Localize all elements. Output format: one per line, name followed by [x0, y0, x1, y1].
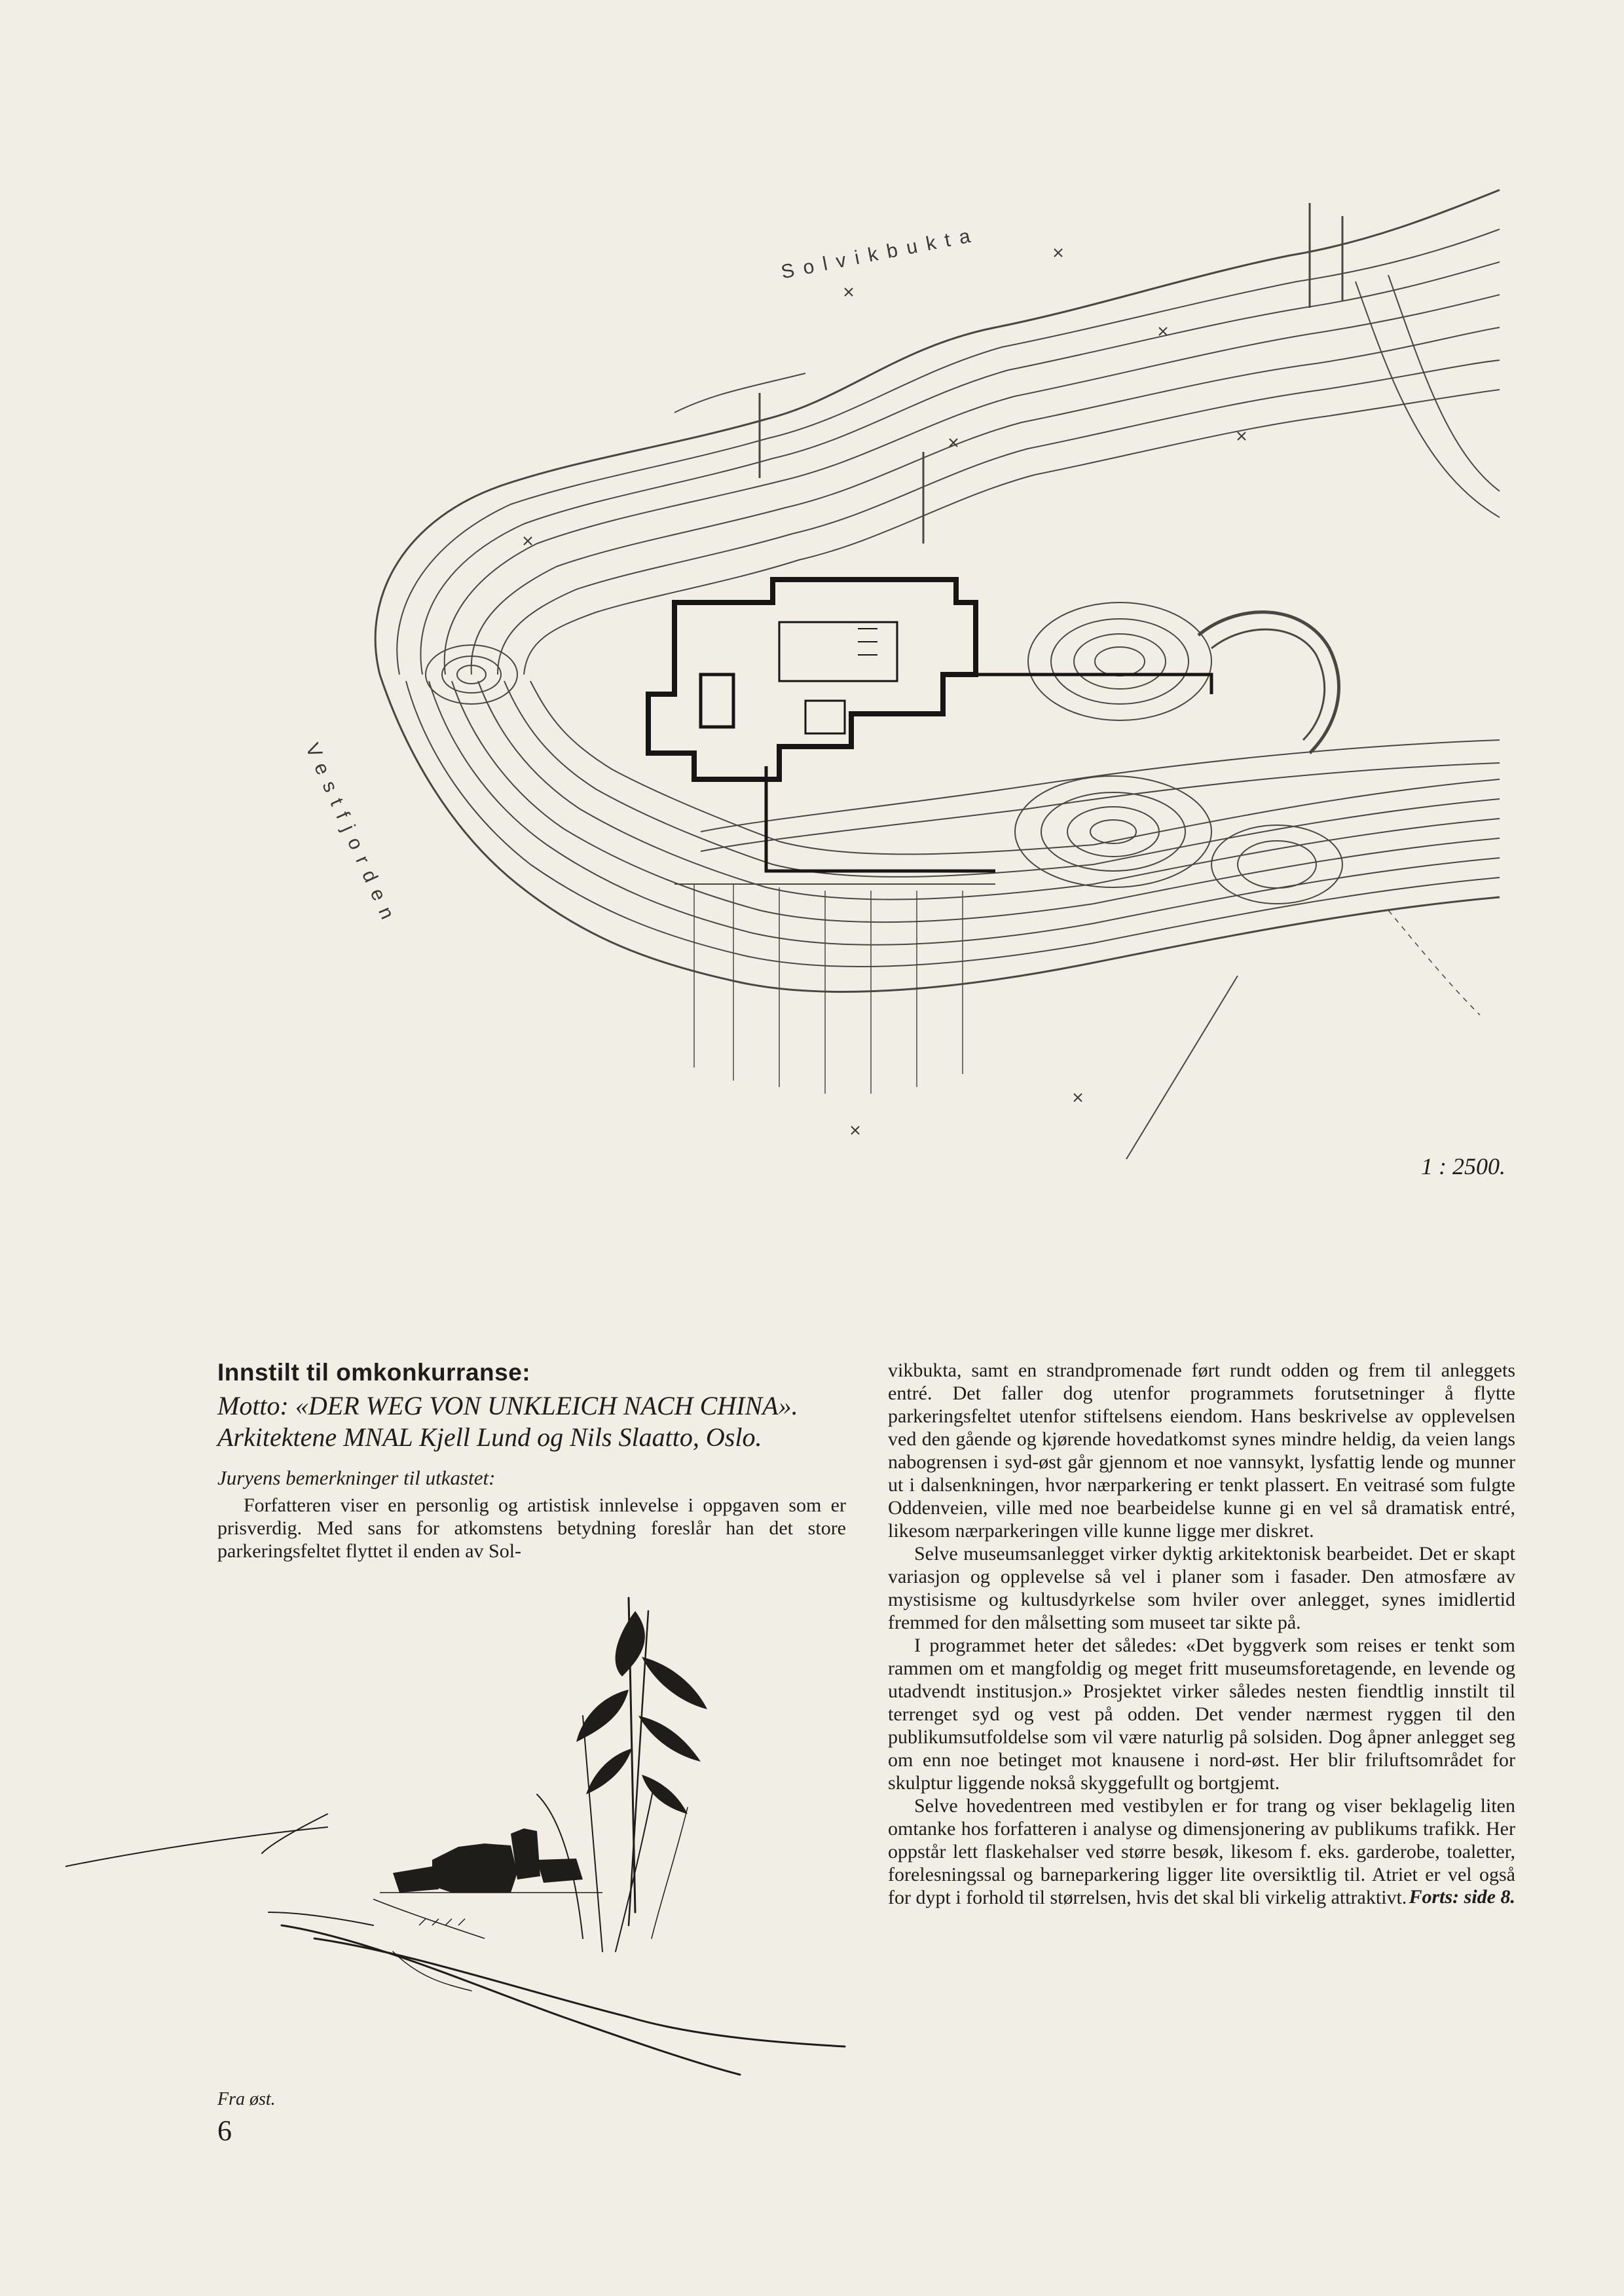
left-paragraph: Forfatteren viser en personlig og artistisk innlevelse i oppgaven som er prisverdig. Med sans for atkomstens betydning foreslår han det store parkeringsfeltet flyttet il enden av Sol-	[217, 1494, 846, 1562]
map-scale: 1 : 2500.	[1421, 1153, 1505, 1179]
article-headline: Innstilt til omkonkurranse:	[217, 1359, 531, 1386]
right-paragraph-4: Selve hovedentreen med vestibylen er for trang og viser beklagelig liten omtanke hos forfatteren i analyse og dimensjonering av publikums trafikk. Her oppstår lett flaskehalser ved større besøk, likesom f. eks. garderobe, toaletter, forelesningssal og barneparkering ligger lite oversiktlig til. Atriet er vel også for dypt i forhold til størrelsen, hvis det skal bli virkelig attraktivt.	[888, 1795, 1515, 1908]
sketch-caption: Fra øst.	[217, 2089, 276, 2109]
fjord-label: Vestfjorden	[301, 740, 402, 931]
article-right-column	[888, 1359, 1515, 1908]
article-left-column	[217, 1359, 846, 1563]
right-paragraph-3: I programmet heter det således: «Det byggverk som reises er tenkt som rammen om et mangfoldig og meget fritt museumsforetagende, en levende og utadvendt institusjon.» Prosjektet virker således nesten fiendtlig innstilt til terrenget syd og vest på odden. Det vender nærmest ryggen til den publikumsutfoldelse som vil være naturlig på solsiden. Dog åpner anlegget seg om enn noe betinget mot knausene i nord-øst. Her blir friluftsområdet for skulptur liggende nokså skyggefullt og bortgjemt.	[888, 1635, 1515, 1794]
jury-heading: Juryens bemerkninger til utkastet:	[217, 1466, 496, 1489]
bay-label: Solvikbukta	[779, 223, 982, 284]
site-plan-drawing	[308, 177, 1519, 1159]
site-plan-map	[301, 177, 1519, 1159]
right-paragraph-2: Selve museumsanlegget virker dyktig arkitektonisk bearbeidet. Det er skapt variasjon og opplevelse så vel i planer som i fasader. Den atmosfære av mystisisme og kultusdyrkelse som hviler over anlegget, synes imidlertid fremmed for den målsetting som museet tar sikte på.	[888, 1543, 1515, 1633]
continued-note: Forts: side 8.	[1409, 1886, 1515, 1908]
article-architects: Arkitektene MNAL Kjell Lund og Nils Slaatto, Oslo.	[217, 1422, 762, 1452]
page-number: 6	[217, 2115, 232, 2147]
article-motto: Motto: «DER WEG VON UNKLEICH NACH CHINA».	[217, 1391, 798, 1420]
landscape-sketch	[65, 1585, 871, 2076]
sketch-drawing	[65, 1585, 871, 2076]
right-paragraph-1: vikbukta, samt en strandpromenade ført rundt odden og frem til anleggets entré. Det faller dog utenfor programmets forutsetninger å flytte parkeringsfeltet utenfor stiftelsens eiendom. Hans beskrivelse av opplevelsen ved den gående og kjørende hovedatkomst synes mindre heldig, da veien langs nabogrensen i syd-øst går gjennom et noe vannsykt, lysfattig lende og munner ut i dalsenkningen, hvor nærparkering er tenkt plassert. En veitrasé som fulgte Oddenveien, ville med noe bearbeidelse kunne gi en vel så dramatisk entré, likesom nærparkeringen ville kunne ligge mer diskret.	[888, 1360, 1515, 1542]
